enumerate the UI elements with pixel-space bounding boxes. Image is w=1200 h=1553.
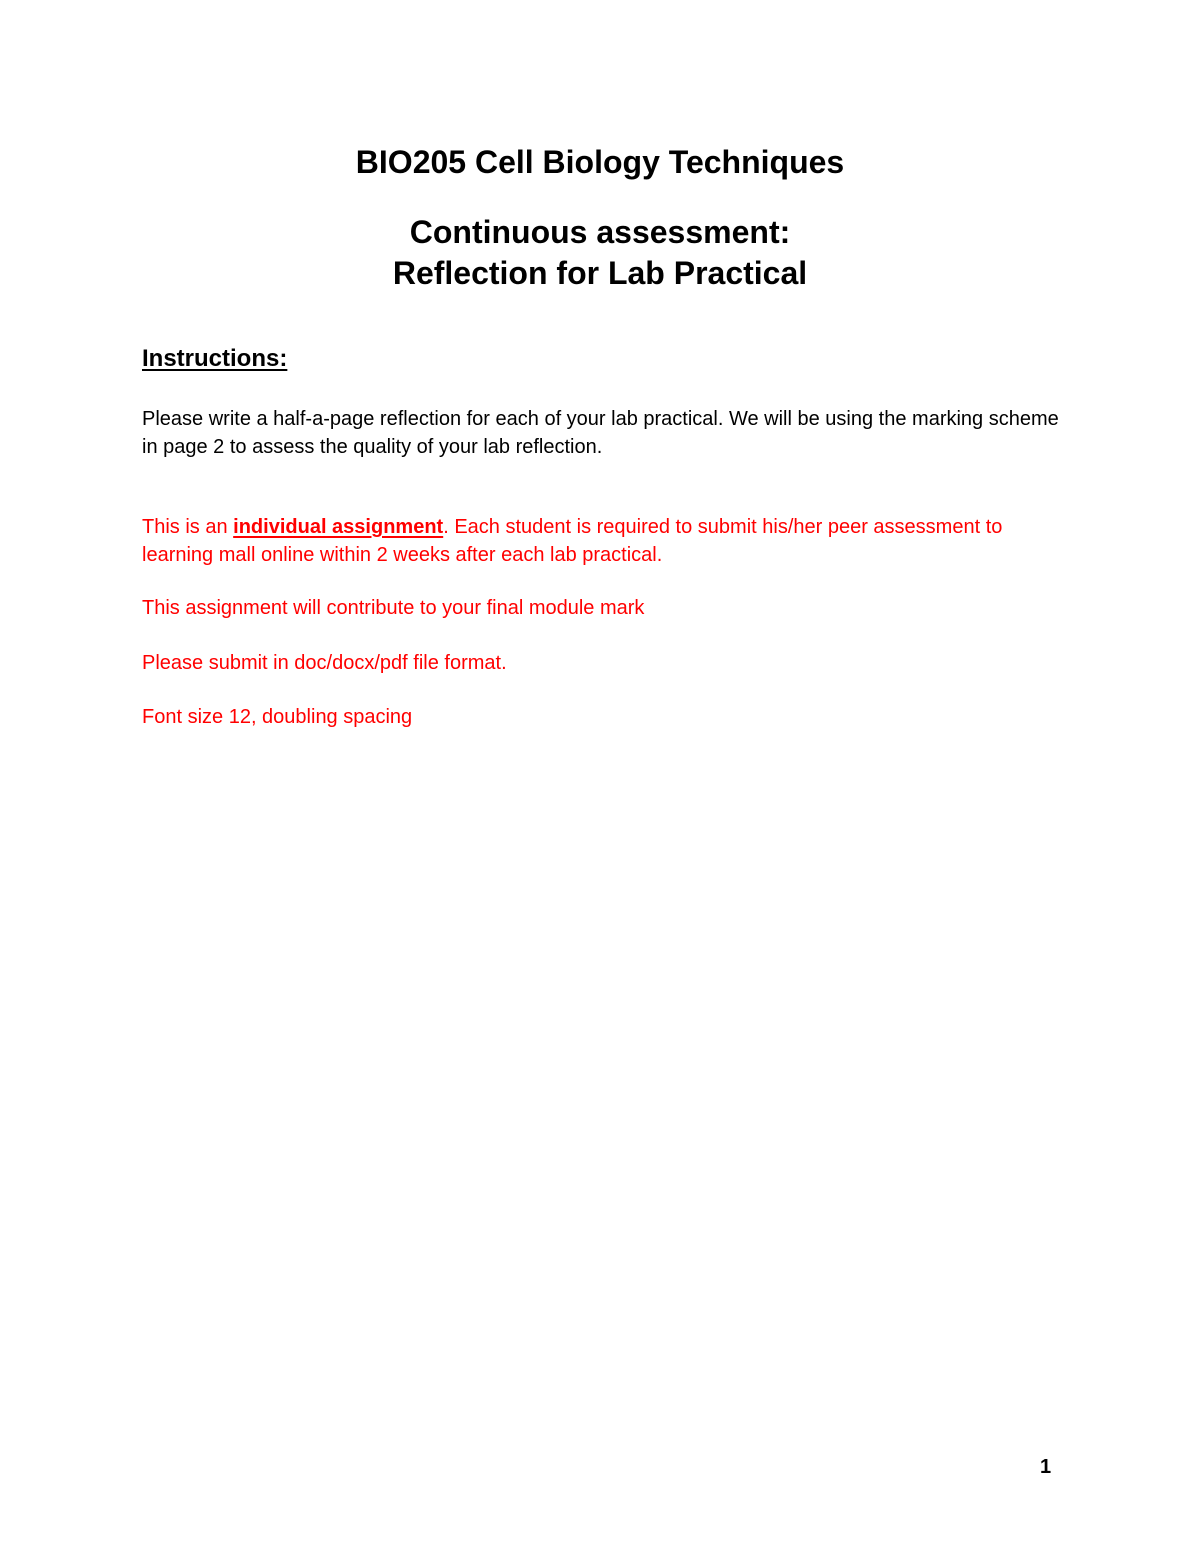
document-title: BIO205 Cell Biology Techniques	[355, 144, 845, 180]
format-note: Please submit in doc/docx/pdf file format.	[142, 652, 507, 674]
document-subtitle-line1: Continuous assessment:	[409, 214, 791, 250]
individual-suffix: . Each student is required to submit his/her peer assessment to learning mall online within 2 weeks after each lab practical.	[142, 516, 1003, 566]
individual-assignment-emphasis: individual assignment	[233, 516, 444, 538]
contribute-note: This assignment will contribute to your final module mark	[142, 597, 645, 619]
document-subtitle-line2: Reflection for Lab Practical	[392, 255, 808, 291]
individual-assignment-paragraph	[142, 513, 1062, 569]
individual-prefix: This is an	[142, 516, 234, 538]
page-number: 1	[1040, 1456, 1052, 1478]
font-note: Font size 12, doubling spacing	[142, 706, 413, 728]
intro-paragraph: Please write a half-a-page reflection for each of your lab practical. We will be using the marking scheme in page 2 to assess the quality of your lab reflection.	[142, 408, 1059, 458]
instructions-heading: Instructions:	[142, 345, 288, 372]
